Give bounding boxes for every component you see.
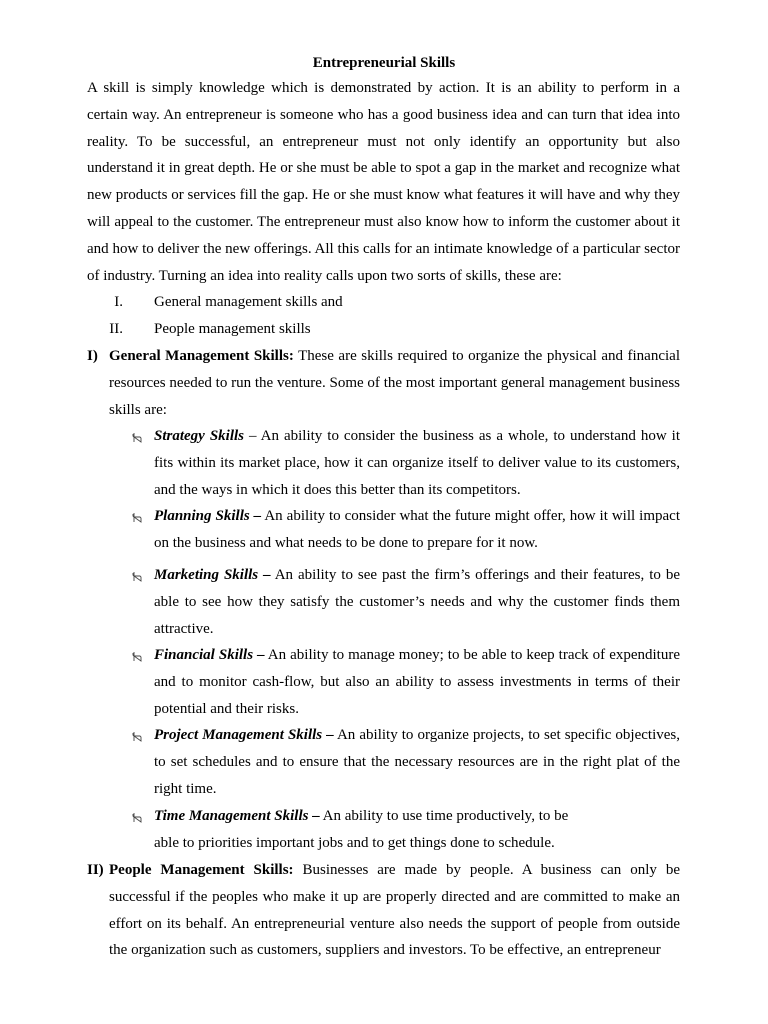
roman-item-text: People management skills	[154, 321, 311, 337]
list-item	[154, 562, 680, 642]
bullet-term: Strategy Skills	[154, 428, 244, 444]
section-paragraph	[109, 343, 680, 423]
bullet-term: Time Management Skills –	[154, 808, 320, 824]
list-item	[154, 803, 680, 857]
hand-pointer-icon	[131, 729, 143, 741]
hand-pointer-icon	[131, 649, 143, 661]
list-item	[154, 642, 680, 722]
section-text: Businesses are made by people. A business can only be successful if the peoples who make it up are properly directed and are committed to make an effort on its behalf. An entrepreneurial venture also needs the support of people from outside the organization such as customers, suppliers and investors. To be effective, an entrepreneur	[109, 862, 680, 959]
section-paragraph	[109, 857, 680, 964]
bullet-term: Planning Skills –	[154, 508, 262, 524]
bullet-term: Financial Skills –	[154, 647, 265, 663]
bullet-desc: An ability to consider what the future might offer, how it will impact on the business and what needs to be done to prepare for it now.	[154, 508, 680, 551]
hand-pointer-icon	[131, 569, 143, 581]
bullet-desc: An ability to organize projects, to set specific objectives, to set schedules and to ensure that the necessary resources are in the right plat of the right time.	[154, 727, 680, 797]
hand-pointer-icon	[131, 510, 143, 522]
hand-pointer-icon	[131, 810, 143, 822]
roman-numeral: I.	[114, 294, 123, 310]
section-marker: II)	[87, 862, 104, 878]
roman-item-text: General management skills and	[154, 294, 343, 310]
bullet-term: Project Management Skills –	[154, 727, 334, 743]
list-item	[154, 503, 680, 557]
bullet-desc-continued: able to priorities important jobs and to get things done to schedule.	[154, 834, 555, 851]
list-item	[154, 722, 680, 802]
intro-paragraph: A skill is simply knowledge which is demonstrated by action. It is an ability to perform in a certain way. An entrepreneur is someone who has a good business idea and can turn that idea into reality. To be successful, an entrepreneur must not only identify an opportunity but also understand it in great depth. He or she must be able to spot a gap in the market and recognize what new products or services fill the gap. He or she must know what features it will have and why they will appeal to the customer. The entrepreneur must also know how to inform the customer about it and how to deliver the new offerings. All this calls for an intimate knowledge of a particular sector of industry. Turning an idea into reality calls upon two sorts of skills, these are:	[87, 80, 680, 284]
hand-pointer-icon	[131, 430, 143, 442]
bullet-desc: An ability to use time productively, to be	[319, 808, 569, 824]
document-title: Entrepreneurial Skills	[312, 55, 456, 71]
list-item	[154, 423, 680, 503]
bullet-desc: – An ability to consider the business as a whole, to understand how it fits within its market place, how it can organize itself to deliver value to its customers, and the ways in which it does this better than its competitors.	[154, 428, 680, 498]
section-heading: People Management Skills:	[109, 862, 294, 878]
bullet-term: Marketing Skills –	[154, 567, 271, 583]
roman-numeral: II.	[109, 321, 123, 337]
bullet-desc: An ability to manage money; to be able to keep track of expenditure and to monitor cash-flow, but also an ability to assess investments in terms of their potential and their risks.	[154, 647, 680, 717]
section-marker: I)	[87, 348, 98, 364]
section-text: These are skills required to organize the physical and financial resources needed to run the venture. Some of the most important general management business skills are:	[109, 348, 680, 418]
section-heading: General Management Skills:	[109, 348, 294, 364]
bullet-desc: An ability to see past the firm’s offerings and their features, to be able to see how they satisfy the customer’s needs and why the customer finds them attractive.	[154, 567, 680, 637]
